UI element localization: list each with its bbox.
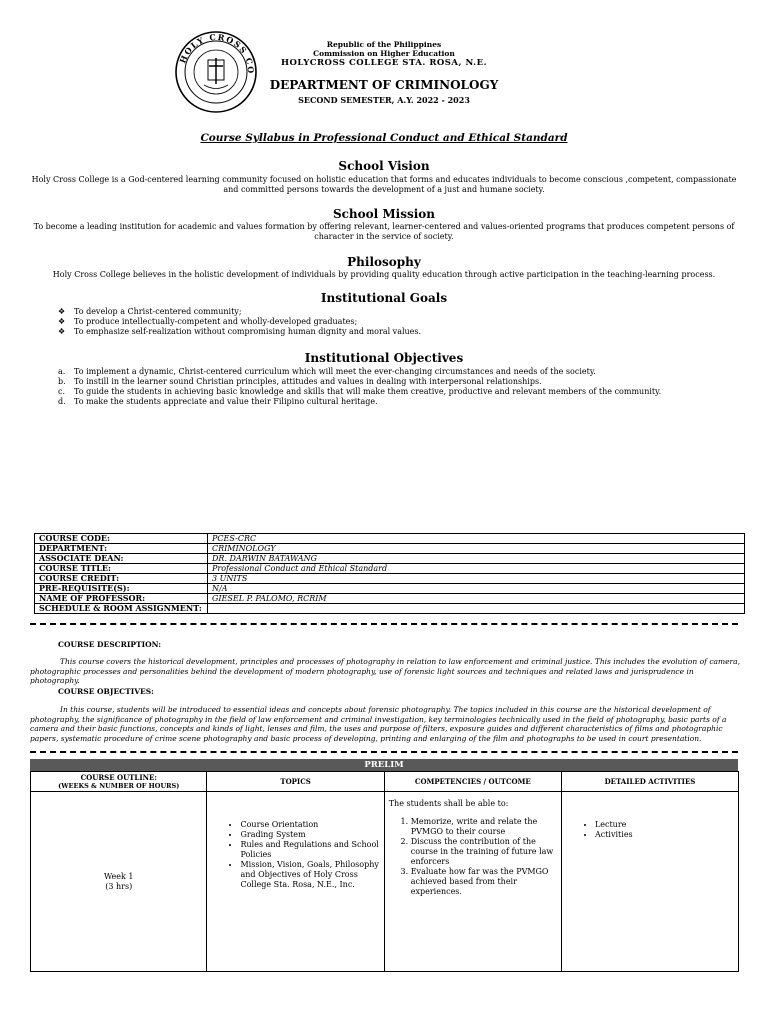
- competency-item: 3. Evaluate how far was the PVMGO achieved based from their experiences.: [411, 867, 557, 897]
- header-commission: Commission on Higher Education: [313, 49, 455, 58]
- course-info-row: COURSE CREDIT: 3 UNITS: [35, 574, 745, 584]
- goal-item: ❖ To develop a Christ-centered community;: [58, 307, 738, 317]
- activities-list: [563, 820, 737, 840]
- competencies-cell: [384, 792, 561, 972]
- goals-title: Institutional Goals: [320, 291, 448, 305]
- week-label: Week 1: [103, 871, 134, 881]
- course-info-row: PRE-REQUISITE(S): N/A: [35, 584, 745, 594]
- topics-list: [208, 820, 382, 890]
- course-info-row: COURSE CODE: PCES-CRC: [35, 534, 745, 544]
- mission-text: To become a leading institution for academic and values formation by offering relevant, learner-centered and values-oriented programs that produces competent persons of character in the service of society.: [33, 222, 735, 241]
- vision-text: Holy Cross College is a God-centered learning community focused on holistic education that forms and educates individuals to become conscious ,competent, compassionate and committed persons towards the development of a just and humane society.: [31, 175, 737, 194]
- header-semester: SECOND SEMESTER, A.Y. 2022 - 2023: [298, 95, 470, 105]
- outline-col-header: TOPICS: [207, 772, 384, 792]
- mission-title: School Mission: [332, 207, 436, 221]
- topic-item: • Rules and Regulations and School Policies: [240, 840, 382, 860]
- topics-cell: [207, 792, 384, 972]
- objective-item: b. To instill in the learner sound Christian principles, attitudes and values in dealing with interpersonal relationships.: [58, 377, 542, 386]
- divider: [30, 623, 738, 625]
- philosophy-title: Philosophy: [347, 255, 421, 269]
- philosophy-text: Holy Cross College believes in the holistic development of individuals by providing quality education through active participation in the teaching-learning process.: [52, 270, 716, 279]
- header-department: DEPARTMENT OF CRIMINOLOGY: [269, 78, 499, 92]
- svg-text:HOLY CROSS COLLEGE: HOLY CROSS CO: [177, 31, 257, 75]
- term-header-prelim: PRELIM: [30, 759, 738, 771]
- course-objectives-label: COURSE OBJECTIVES:: [58, 687, 154, 696]
- topic-item: • Mission, Vision, Goals, Philosophy and Objectives of Holy Cross College Sta. Rosa, N.E., Inc.: [240, 860, 382, 890]
- course-info-row: DEPARTMENT: CRIMINOLOGY: [35, 544, 745, 554]
- activity-item: • Lecture: [595, 820, 737, 830]
- goals-list: [58, 307, 738, 337]
- outline-col-header: DETAILED ACTIVITIES: [561, 772, 738, 792]
- course-description-label: COURSE DESCRIPTION:: [58, 640, 161, 649]
- header-republic: Republic of the Philippines: [326, 40, 442, 49]
- vision-title: School Vision: [338, 159, 430, 173]
- course-description-text: This course covers the historical development, principles and processes of photography in relation to law enforcement and criminal justice. This includes the evolution of camera, photographic processes and personalities behind the development of modern photography, use of forensic light sources and techniques and related laws and jurisprudence in photography.: [30, 657, 740, 685]
- course-info-row: SCHEDULE & ROOM ASSIGNMENT:: [35, 604, 745, 614]
- course-objectives-text: In this course, students will be introduced to essential ideas and concepts about forensic photography. The topics included in this course are the historical development of photography, the significance of photography in the field of law enforcement and criminal investigation, key terminologies technically used in the field of photography, basic parts of a camera and their basic functions, concepts and kinds of light, lenses and film, the uses and purpose of filters, exposure guides and different characteristics of films and photographic papers, systematic procedure of crime scene photography and basic process of developing, printing and enlarging of the film and photographs to be used in court presentation.: [30, 705, 727, 743]
- week-cell: [31, 792, 207, 972]
- objective-item: c. To guide the students in achieving basic knowledge and skills that will make them creative, productive and relevant members of the community.: [58, 387, 662, 396]
- course-outline-table: [30, 771, 739, 972]
- activity-item: • Activities: [595, 830, 737, 840]
- outline-col-header: COURSE OUTLINE: (WEEKS & NUMBER OF HOURS): [31, 772, 207, 792]
- topic-item: • Course Orientation: [240, 820, 382, 830]
- course-info-row: NAME OF PROFESSOR: GIESEL P. PALOMO, RCRIM: [35, 594, 745, 604]
- competency-item: 1. Memorize, write and relate the PVMGO to their course: [411, 817, 557, 837]
- competency-intro: The students shall be able to:: [388, 799, 509, 808]
- competencies-list: [389, 817, 557, 897]
- activities-cell: [561, 792, 738, 972]
- objective-item: d. To make the students appreciate and value their Filipino cultural heritage.: [58, 397, 378, 406]
- week-hours: (3 hrs): [105, 881, 133, 891]
- course-info-row: COURSE TITLE: Professional Conduct and Ethical Standard: [35, 564, 745, 574]
- course-info-table: [34, 533, 745, 614]
- goal-item: ❖ To emphasize self-realization without compromising human dignity and moral values.: [58, 327, 738, 337]
- objective-item: a. To implement a dynamic, Christ-centered curriculum which will meet the ever-changing circumstances and needs of the society.: [58, 367, 596, 376]
- topic-item: • Grading System: [240, 830, 382, 840]
- goal-item: ❖ To produce intellectually-competent and wholly-developed graduates;: [58, 317, 738, 327]
- objectives-list: [58, 367, 738, 407]
- header-college-name: HOLYCROSS COLLEGE STA. ROSA, N.E.: [280, 58, 488, 68]
- competency-item: 2. Discuss the contribution of the course in the training of future law enforcers: [411, 837, 557, 867]
- outline-col-header: COMPETENCIES / OUTCOME: [384, 772, 561, 792]
- divider: [30, 751, 738, 753]
- course-info-row: ASSOCIATE DEAN: DR. DARWIN BATAWANG: [35, 554, 745, 564]
- objectives-title: Institutional Objectives: [304, 351, 464, 365]
- syllabus-title: Course Syllabus in Professional Conduct and Ethical Standard: [200, 132, 568, 144]
